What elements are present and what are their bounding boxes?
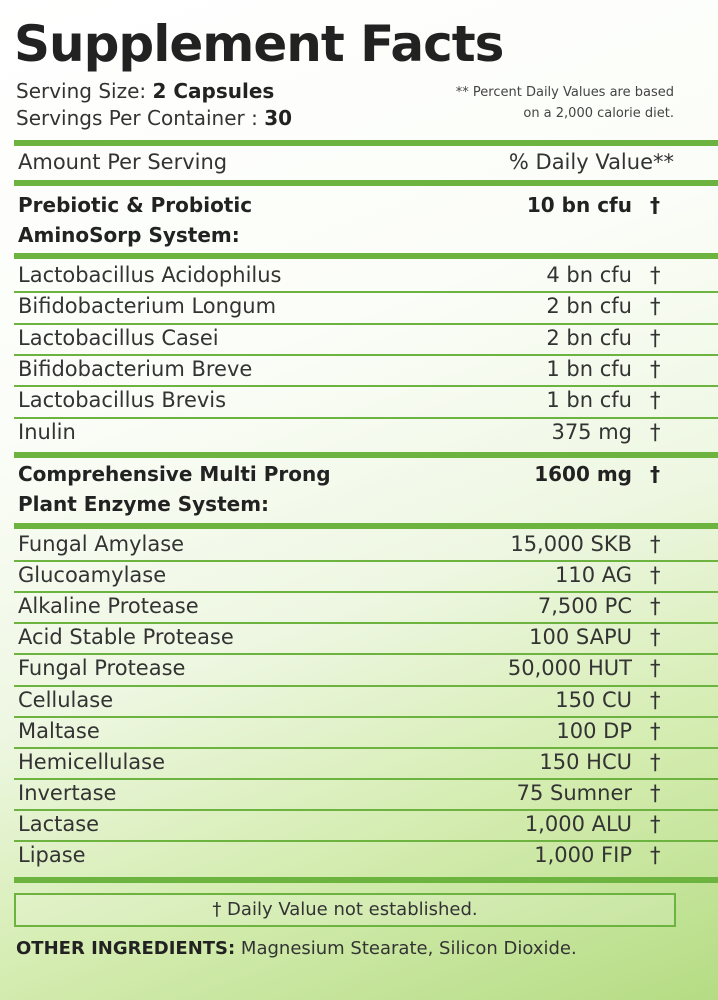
ingredient-name: Maltase [18,718,100,743]
ingredient-name: Lactobacillus Acidophilus [18,263,282,287]
ingredient-name: Lactobacillus Brevis [18,388,227,413]
row-divider [14,747,718,749]
footnote-text: † Daily Value not established. [212,899,478,920]
ingredient-amount: 375 mg [551,419,632,444]
ingredient-name: Bifidobacterium Longum [18,294,277,319]
row-divider [14,685,718,687]
row-divider [14,840,718,842]
ingredient-amount: 110 AG [554,563,632,588]
blend-name-line2: AminoSorp System: [18,223,240,247]
ingredient-amount: 150 CU [555,687,632,712]
ingredient-name: Inulin [18,419,76,444]
ingredient-name: Alkaline Protease [18,594,199,619]
ingredient-amount: 1,000 ALU [524,811,632,836]
daily-value-label: % Daily Value** [508,150,674,174]
ingredient-amount: 100 DP [556,718,632,743]
ingredient-name: Lipase [18,843,86,867]
dagger-mark: † [650,563,661,588]
divider [14,140,718,146]
dagger-mark: † [650,687,661,712]
blend-name-line1: Prebiotic & Probiotic [18,193,253,217]
ingredient-amount: 150 HCU [539,749,632,774]
ingredient-name: Bifidobacterium Breve [18,356,253,381]
row-divider [14,809,718,811]
row-divider [14,591,718,593]
supplement-facts-title: Supplement Facts [14,15,504,73]
footnote-box [14,893,676,927]
dagger-mark: † [650,811,661,836]
ingredient-name: Invertase [18,780,117,805]
dagger-mark: † [650,594,661,619]
amount-per-serving-label: Amount Per Serving [18,150,228,174]
ingredient-amount: 1,000 FIP [534,843,632,867]
ingredient-name: Lactobacillus Casei [18,325,219,350]
ingredient-name: Lactase [18,811,100,836]
ingredient-amount: 1 bn cfu [546,356,632,381]
other-ingredients-label: OTHER INGREDIENTS: [16,938,236,959]
dagger-mark: † [650,625,661,650]
dagger-mark: † [650,263,661,287]
ingredient-name: Cellulase [18,687,114,712]
divider [14,180,718,186]
ingredient-amount: 75 Sumner [516,780,632,805]
servings-per-container: Servings Per Container : 30 [16,106,293,130]
serving-size: Serving Size: 2 Capsules [16,79,275,103]
ingredient-amount: 50,000 HUT [507,656,632,681]
dagger-mark: † [650,532,661,556]
row-divider [14,778,718,780]
row-divider [14,291,718,293]
ingredient-amount: 1 bn cfu [546,388,632,413]
ingredient-name: Glucoamylase [18,563,167,588]
divider [14,523,718,529]
ingredient-amount: 15,000 SKB [510,532,632,556]
divider [14,253,718,259]
ingredient-amount: 7,500 PC [537,594,632,619]
ingredient-amount: 2 bn cfu [546,294,632,319]
ingredient-name: Hemicellulase [18,749,166,774]
dagger-mark: † [650,388,661,413]
row-divider [14,354,718,356]
row-divider [14,323,718,325]
dagger-mark: † [650,325,661,350]
dagger-mark: † [650,656,661,681]
dagger-mark: † [650,419,661,444]
dagger-mark: † [650,193,660,217]
dagger-mark: † [650,462,660,486]
divider [14,877,718,883]
serving-info [16,78,292,132]
other-ingredients-value: Magnesium Stearate, Silicon Dioxide. [235,938,577,959]
dagger-mark: † [650,843,661,867]
ingredient-name: Fungal Amylase [18,532,185,556]
dagger-mark: † [650,294,661,319]
ingredient-name: Fungal Protease [18,656,186,681]
dagger-mark: † [650,356,661,381]
blend-amount: 10 bn cfu [526,193,632,217]
ingredient-amount: 4 bn cfu [546,263,632,287]
blend-amount: 1600 mg [534,462,632,486]
row-divider [14,417,718,419]
row-divider [14,716,718,718]
other-ingredients [16,938,577,959]
row-divider [14,385,718,387]
ingredient-amount: 2 bn cfu [546,325,632,350]
row-divider [14,653,718,655]
ingredient-amount: 100 SAPU [529,625,632,650]
dagger-mark: † [650,780,661,805]
ingredient-name: Acid Stable Protease [18,625,234,650]
row-divider [14,622,718,624]
dagger-mark: † [650,749,661,774]
row-divider [14,560,718,562]
daily-value-note: ** Percent Daily Values are based on a 2,000 calorie diet. [455,85,674,121]
blend-name-line2: Plant Enzyme System: [18,492,270,516]
blend-name-line1: Comprehensive Multi Prong [18,462,331,486]
divider [14,452,718,458]
dagger-mark: † [650,718,661,743]
